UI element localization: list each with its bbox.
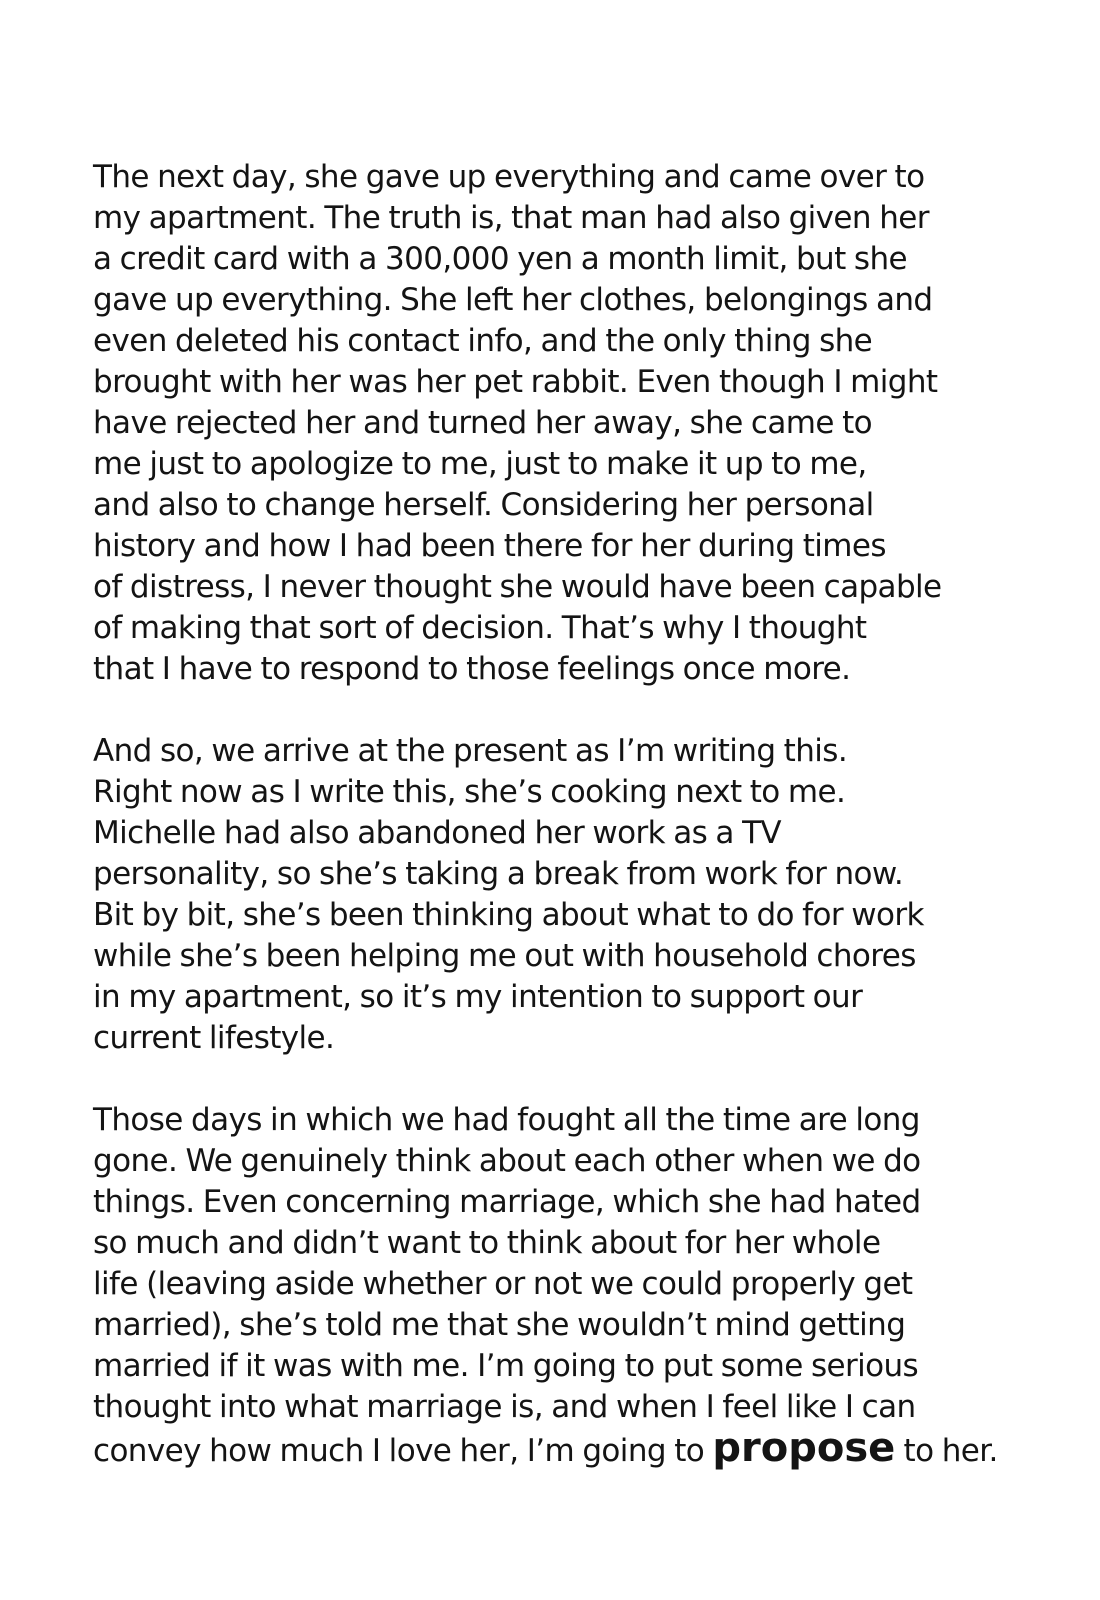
text-line: me just to apologize to me, just to make it up to me, xyxy=(93,446,867,482)
paragraph-1 xyxy=(93,157,1053,690)
text-line: gone. We genuinely think about each other when we do xyxy=(93,1143,921,1179)
text-line: life (leaving aside whether or not we could properly get xyxy=(93,1266,913,1302)
text-line: while she’s been helping me out with household chores xyxy=(93,938,916,974)
text-line: And so, we arrive at the present as I’m writing this. xyxy=(93,733,848,769)
text-line: gave up everything. She left her clothes, belongings and xyxy=(93,282,933,318)
text-line: a credit card with a 300,000 yen a month limit, but she xyxy=(93,241,907,277)
text-line: my apartment. The truth is, that man had also given her xyxy=(93,200,929,236)
text-line: Bit by bit, she’s been thinking about what to do for work xyxy=(93,897,924,933)
text-line: that I have to respond to those feelings once more. xyxy=(93,651,851,687)
text-line: married if it was with me. I’m going to put some serious xyxy=(93,1348,919,1384)
text-line: married), she’s told me that she wouldn’t mind getting xyxy=(93,1307,906,1343)
text-line: current lifestyle. xyxy=(93,1020,335,1056)
text-line: Those days in which we had fought all the time are long xyxy=(93,1102,920,1138)
text-line: Michelle had also abandoned her work as a TV xyxy=(93,815,782,851)
final-line-start: convey how much I love her, I’m going to xyxy=(93,1433,713,1469)
text-line: have rejected her and turned her away, she came to xyxy=(93,405,873,441)
final-line-end: to her. xyxy=(895,1433,998,1469)
emphasized-word: propose xyxy=(712,1425,896,1471)
final-text-line xyxy=(93,1425,1053,1471)
paragraph-3 xyxy=(93,1100,1053,1469)
text-line: of making that sort of decision. That’s why I thought xyxy=(93,610,867,646)
text-line: personality, so she’s taking a break from work for now. xyxy=(93,856,904,892)
text-line: history and how I had been there for her during times xyxy=(93,528,886,564)
text-line: things. Even concerning marriage, which she had hated xyxy=(93,1184,921,1220)
text-line: The next day, she gave up everything and came over to xyxy=(93,159,925,195)
text-line: in my apartment, so it’s my intention to support our xyxy=(93,979,863,1015)
text-line: so much and didn’t want to think about for her whole xyxy=(93,1225,881,1261)
text-line: thought into what marriage is, and when I feel like I can xyxy=(93,1389,916,1425)
text-line: brought with her was her pet rabbit. Even though I might xyxy=(93,364,938,400)
text-line: of distress, I never thought she would have been capable xyxy=(93,569,942,605)
text-line: even deleted his contact info, and the only thing she xyxy=(93,323,873,359)
text-line: Right now as I write this, she’s cooking next to me. xyxy=(93,774,846,810)
text-line: and also to change herself. Considering her personal xyxy=(93,487,874,523)
paragraph-2 xyxy=(93,731,1053,1059)
